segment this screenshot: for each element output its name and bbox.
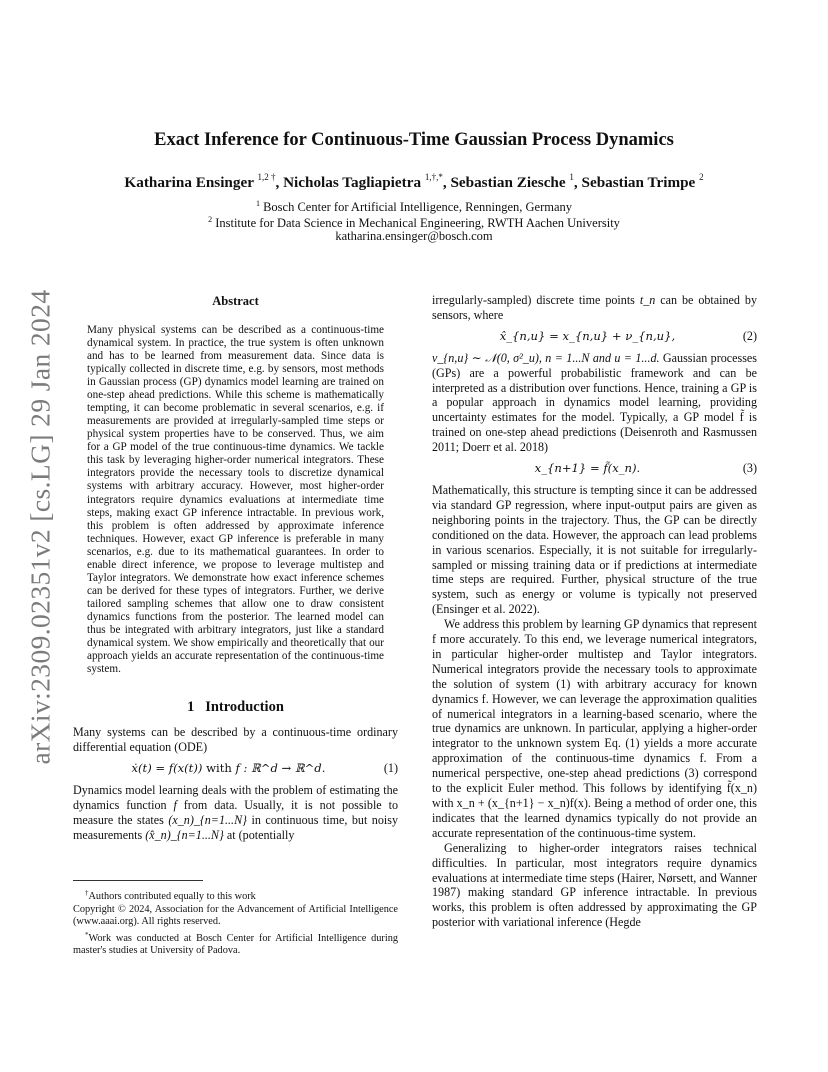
abstract-heading: Abstract bbox=[212, 294, 259, 308]
equation-3-body: x_{n+1} = f̃(x_n). bbox=[534, 461, 641, 476]
equation-1-rhs: f : ℝ^d → ℝ^d. bbox=[235, 760, 326, 775]
text-run: Dynamics model learning deals with the problem of estimating the dynamics function bbox=[73, 782, 398, 812]
right-paragraph-3: Mathematically, this structure is tempting since it can be addressed via standard GP regression, where input-output pairs are given as neighboring points in the trajectory. Thus, the GP can be directly conditioned on the data. However, the approach can lead problems in various scenarios. Especially, it is not suitable for irregularly-sampled or missing training data or if predictions at intermediate time steps are required. Further, physical structure of the true system, such as energy or volume is typically not preserved (Ensinger et al. 2022). bbox=[432, 482, 757, 617]
equation-3 bbox=[432, 461, 757, 476]
text-run: can be obtained by sensors, where bbox=[432, 293, 757, 322]
equation-number: (1) bbox=[383, 760, 398, 775]
footnote-rule bbox=[73, 880, 203, 881]
right-column bbox=[432, 293, 757, 930]
abstract bbox=[73, 324, 398, 676]
right-paragraph-4: We address this problem by learning GP dynamics that represent f more accurately. To this end, we leverage numerical integrators, in particular higher-order multistep and Taylor integrators. Numerical integrators provide the necessary tools to approximate the solution of system (1) with arbitrary accuracy for known dynamics f. However, we can leverage the approximation qualities of numerical integrators in a learning-based scenario, where the true dynamics are unknown. In particular, applying a higher-order integrator to the unknown system Eq. (1) yields a more accurate approximation of the continuous-time dynamics f. From a numerical perspective, one-step ahead predictions (3) correspond to the explicit Euler method. This follows by identifying f̃(x_n) with x_n + (x_{n+1} − x_n)f(x). Being a method of order one, this indicates that the learned dynamics typically do not provide an accurate representation of the continuous-time system. bbox=[432, 617, 757, 840]
text-run: irregularly-sampled) discrete time points bbox=[432, 293, 640, 307]
affiliation-mark: 1 bbox=[255, 199, 260, 208]
author-name: Sebastian Trimpe bbox=[581, 174, 696, 191]
footnote-mark: * bbox=[85, 930, 89, 939]
author-marks: 1 bbox=[569, 172, 574, 182]
equation-2 bbox=[432, 329, 757, 344]
equation-1-with: with bbox=[202, 760, 236, 775]
footnote-2 bbox=[73, 929, 398, 958]
arxiv-side-stamp bbox=[20, 289, 60, 765]
affiliation-text: Institute for Data Science in Mechanical Engineering, RWTH Aachen University bbox=[215, 216, 620, 230]
math-measurements: (x̂_n)_{n=1...N} bbox=[145, 827, 224, 842]
math-noise: ν_{n,u} ∼ 𝒩(0, σ²_u), n = 1...N and u = 1...d. bbox=[432, 350, 660, 365]
affiliation-text: Bosch Center for Artificial Intelligence, Renningen, Germany bbox=[263, 200, 573, 214]
author-marks: 1,2 † bbox=[257, 172, 276, 182]
copyright-notice: Copyright © 2024, Association for the Advancement of Artificial Intelligence (www.aaai.org). All rights reserved. bbox=[73, 903, 398, 928]
math-f: f bbox=[173, 797, 177, 812]
footnotes bbox=[73, 880, 398, 958]
author-name: Nicholas Tagliapietra bbox=[283, 174, 422, 191]
equation-2-body: x̂_{n,u} = x_{n,u} + ν_{n,u}, bbox=[499, 328, 676, 343]
text-run: at (potentially bbox=[223, 827, 295, 842]
text-run: in continuous time, but noisy measurements bbox=[73, 812, 398, 842]
arxiv-stamp-text: arXiv:2309.02351v2 [cs.LG] 29 Jan 2024 bbox=[24, 289, 55, 765]
author-email: katharina.ensinger@bosch.com bbox=[335, 229, 493, 243]
intro-paragraph-2 bbox=[73, 783, 398, 843]
math-states: (x_n)_{n=1...N} bbox=[168, 812, 247, 827]
author-name: Sebastian Ziesche bbox=[450, 174, 566, 191]
section-title: Introduction bbox=[205, 699, 284, 716]
right-paragraph-5: Generalizing to higher-order integrators raises technical difficulties. In particular, most integrators require dynamics evaluations at intermediate time steps (Hairer, Nørsett, and Wanner 1987) making standard GP inference intractable. In previous works, this problem is often addressed by approximating the GP posterior with variational inference (Hegde bbox=[432, 840, 757, 930]
author-name: Katharina Ensinger bbox=[124, 174, 254, 191]
abstract-text: Many physical systems can be described as a continuous-time dynamical system. In practice, the true system is often unknown and has to be learned from measurement data. Since data is typically collected in discrete time, e.g. by sensors, most methods in Gaussian process (GP) dynamics model learning are trained on one-step ahead predictions. While this scheme is mathematically tempting, it can become problematic in several scenarios, e.g. if measurements are provided at irregularly-sampled time steps or physical system properties have to be conserved. Thus, we aim for a GP model of the true continuous-time dynamics. We tackle this task by leveraging higher-order numerical integrators. These integrators provide the necessary tools to discretize dynamical systems with arbitrary accuracy. However, most higher-order integrators require dynamics evaluations at intermediate time steps, making exact GP inference intractable. In previous work, this problem is often addressed by approximate inference techniques. However, exact GP inference is preferable in many scenarios, e.g. due to its mathematical guarantees. In order to enable direct inference, we propose to leverage multistep and Taylor integrators. We demonstrate how exact inference schemes can be derived for these types of integrators. Further, we derive tailored sampling schemes that allow one to draw consistent dynamics functions from the posterior. The learned model can thus be integrated with arbitrary integrators, just like a standard dynamical system. We show empirically and theoretically that our approach yields an accurate representation of the continuous-time system. bbox=[87, 323, 384, 676]
text-run: Gaussian processes (GPs) are a powerful probabilistic framework and can be interpreted as a distribution over functions. Hence, training a GP is a popular approach in dynamics model learning, providing uncertainty estimates for the model. Typically, a GP model f̃ is trained on one-step ahead predictions (Deisenroth and Rasmussen 2011; Doerr et al. 2018) bbox=[432, 350, 757, 455]
right-paragraph-1 bbox=[432, 293, 757, 323]
equation-number: (2) bbox=[742, 328, 757, 343]
footnote-text: Work was conducted at Bosch Center for Artificial Intelligence during master's studies at University of Padova. bbox=[73, 932, 398, 957]
right-paragraph-2 bbox=[432, 351, 757, 455]
author-marks: 2 bbox=[699, 172, 704, 182]
author-list: Katharina Ensinger $^{1,2 \dagger}$, Nicholas Tagliapietra $^{1,\dagger,*}$, Sebastian Ziesche $^1$, Sebastian Trimpe $^2$ bbox=[124, 172, 704, 191]
author-marks: 1,†,* bbox=[424, 172, 443, 182]
equation-1 bbox=[73, 761, 398, 776]
math-tn: t_n bbox=[639, 293, 656, 307]
affiliation-mark: 2 bbox=[208, 215, 213, 224]
equation-1-lhs: ẋ(t) = f(x(t)) bbox=[131, 760, 203, 775]
section-number: 1 bbox=[187, 699, 195, 716]
footnote-1 bbox=[73, 887, 398, 904]
equation-number: (3) bbox=[742, 461, 757, 476]
footnote-mark: † bbox=[85, 889, 89, 897]
footnote-text: Authors contributed equally to this work bbox=[88, 891, 256, 902]
paper-title: Exact Inference for Continuous-Time Gaussian Process Dynamics bbox=[154, 130, 674, 150]
text-run: from data. Usually, it is not possible to measure the states bbox=[73, 797, 398, 827]
left-column bbox=[73, 294, 398, 842]
intro-paragraph-1: Many systems can be described by a continuous-time ordinary differential equation (ODE) bbox=[73, 725, 398, 754]
section-heading-introduction bbox=[73, 700, 398, 715]
